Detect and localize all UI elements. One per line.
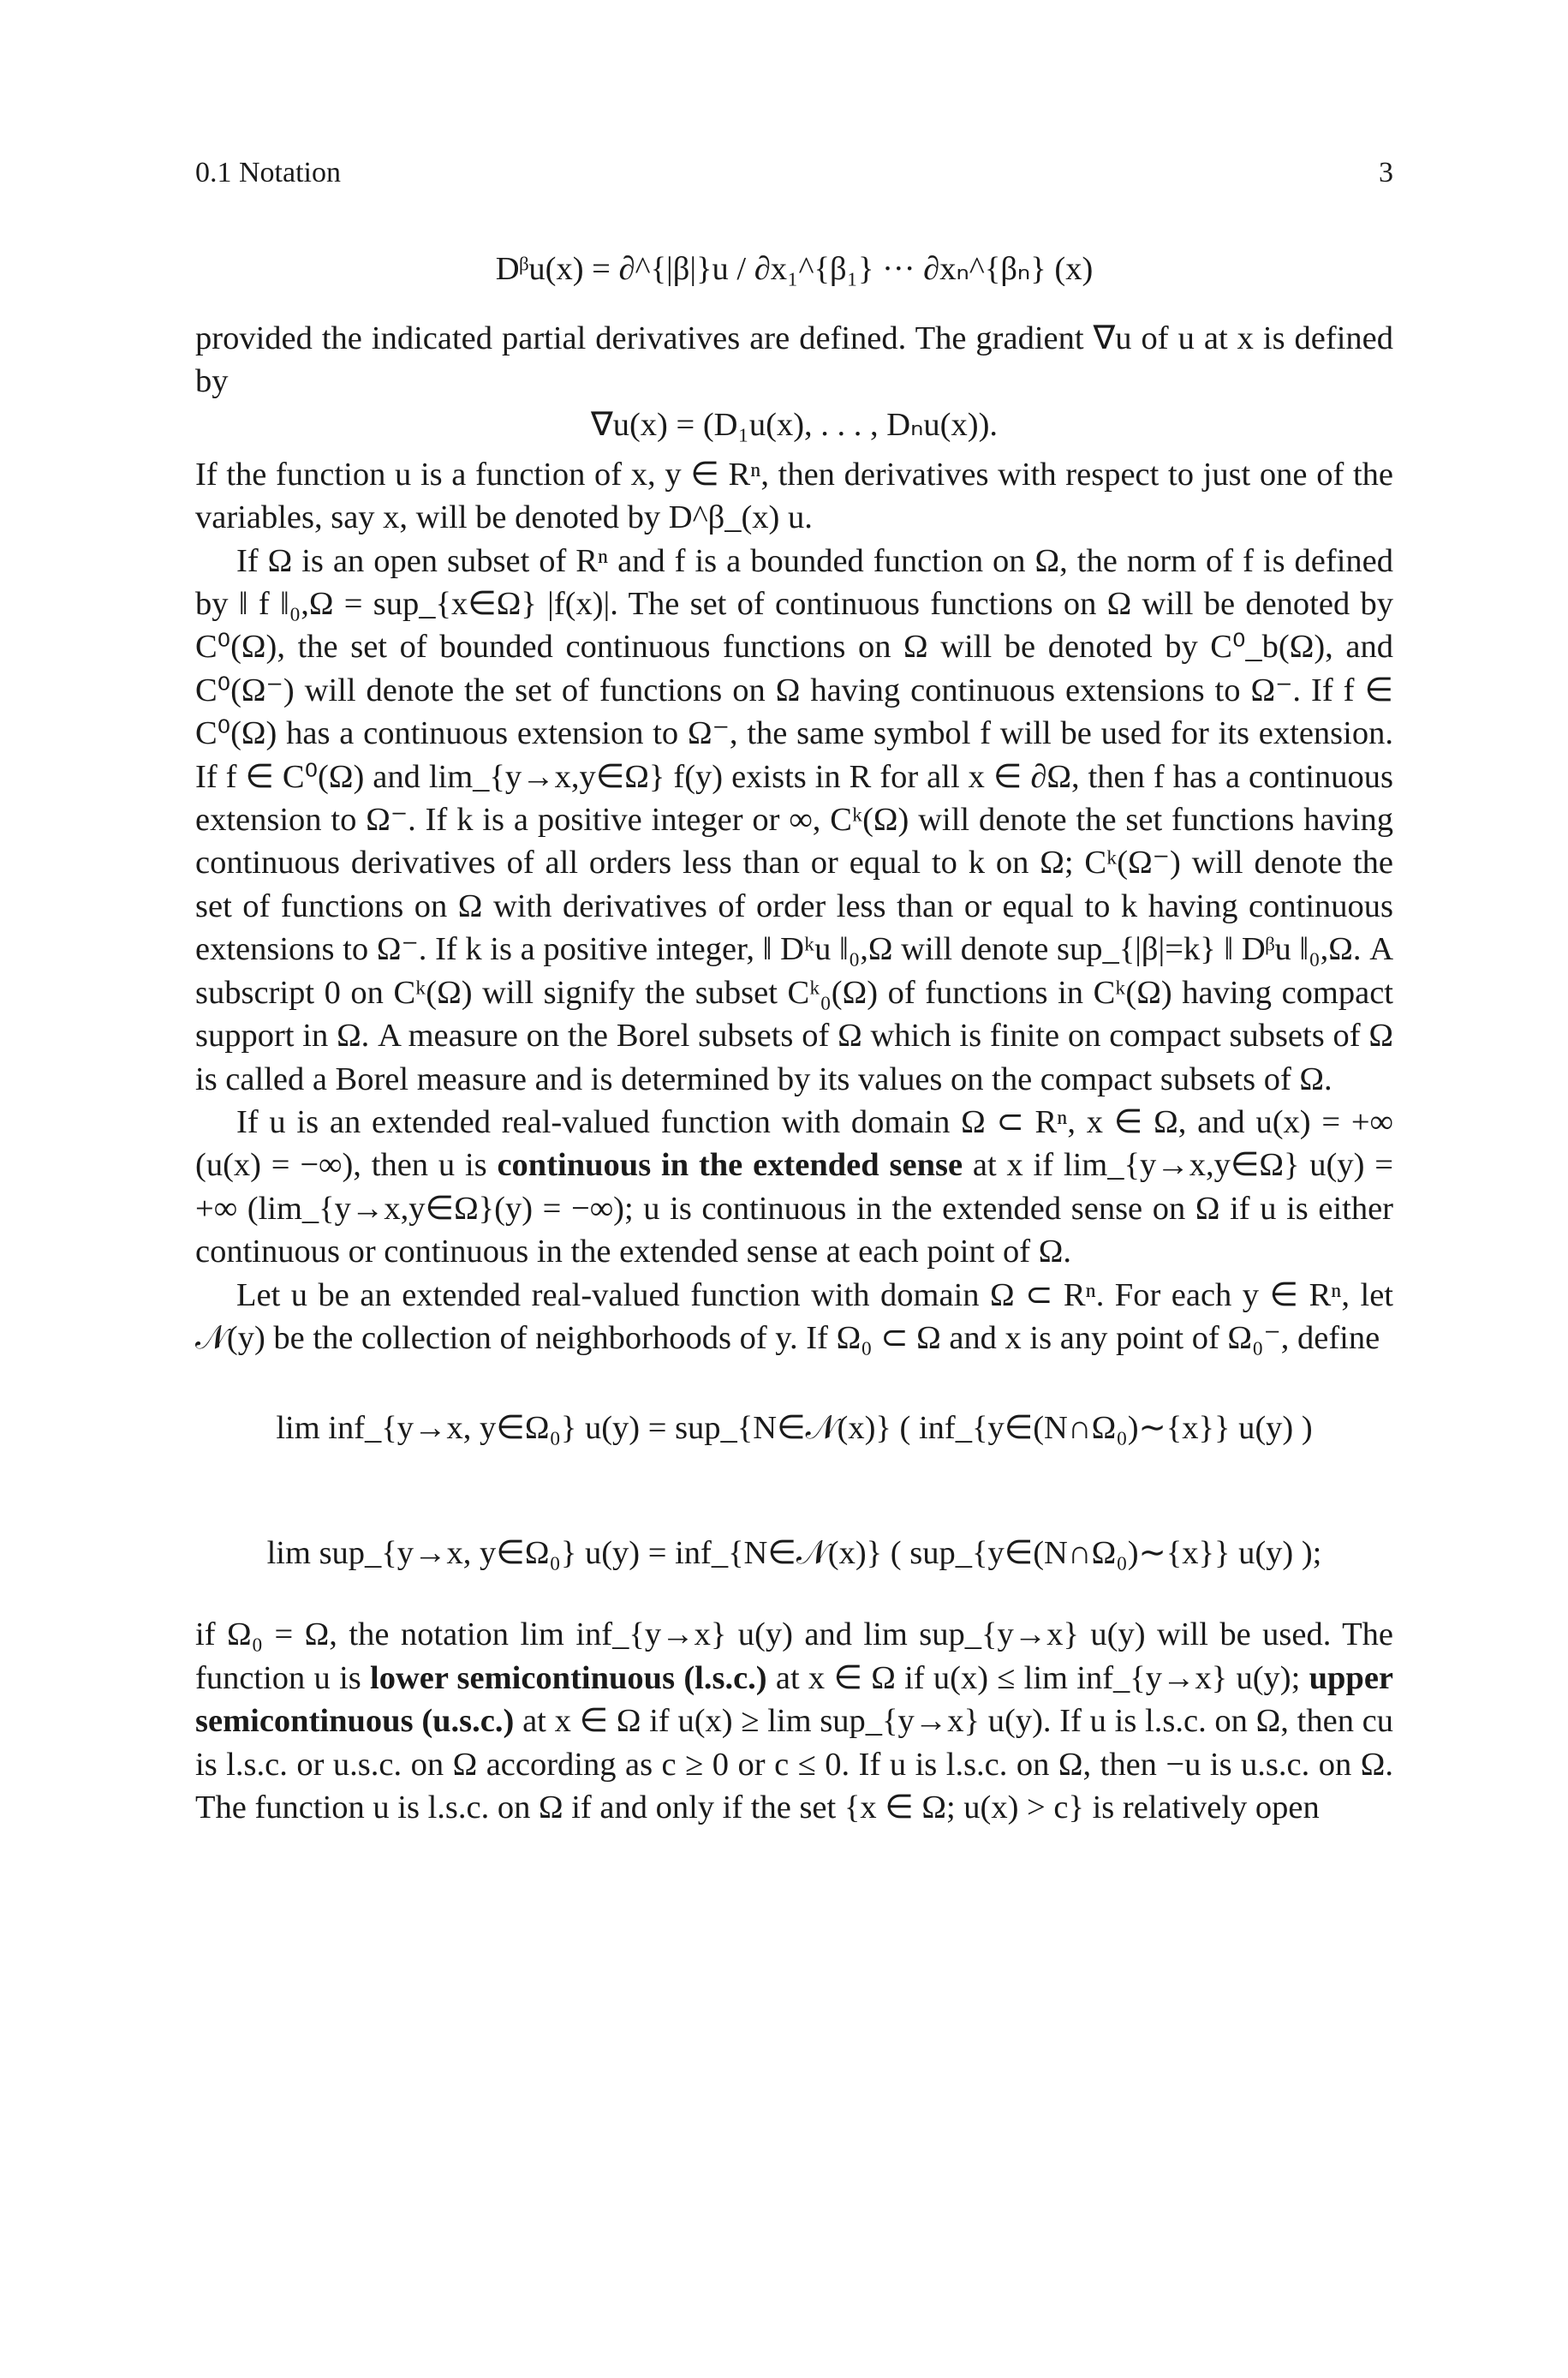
extended-continuity-text-b: at x if lim_{y→x,y∈Ω} u(y) = +∞ (lim_{y→x,y∈Ω}(y) = −∞); u is continuous in the extended sense on Ω if u is either continuous or continuous in the extended sense at each point of Ω. bbox=[195, 1147, 1393, 1270]
term-lsc: lower semicontinuous (l.s.c.) bbox=[370, 1659, 767, 1696]
page-body bbox=[195, 221, 1393, 1829]
equation-liminf: lim inf_{y→x, y∈Ω₀} u(y) = sup_{N∈𝒩(x)} ( inf_{y∈(N∩Ω₀)∼{x}} u(y) ) bbox=[276, 1410, 1313, 1447]
paragraph-neighborhoods: Let u be an extended real-valued function with domain Ω ⊂ Rⁿ. For each y ∈ Rⁿ, let 𝒩(y) be the collection of neighborhoods of y. If Ω₀ ⊂ Ω and x is any point of Ω₀⁻, define bbox=[195, 1276, 1393, 1356]
page-number: 3 bbox=[1379, 157, 1393, 188]
term-usc: upper semicontinuous (u.s.c.) bbox=[195, 1659, 1394, 1740]
extended-continuity-text-a: If u is an extended real-valued function with domain Ω ⊂ Rⁿ, x ∈ Ω, and u(x) = +∞ (u(x) = −∞), then u is bbox=[195, 1103, 1393, 1184]
section-title: 0.1 Notation bbox=[195, 157, 341, 188]
term-continuous-extended: continuous in the extended sense bbox=[497, 1147, 963, 1184]
semicontinuity-text-b: at x ∈ Ω if u(x) ≤ lim inf_{y→x} u(y); bbox=[775, 1659, 1301, 1696]
paragraph-function-spaces: If Ω is an open subset of Rⁿ and f is a bounded function on Ω, the norm of f is defined by ‖ f ‖₀,Ω = sup_{x∈Ω} |f(x)|. The set of continuous functions on Ω will be denoted by C⁰(Ω), the set of bounded continuous functions on Ω will be denoted by C⁰_b(Ω), and C⁰(Ω⁻) will denote the set of functions on Ω having continuous extensions to Ω⁻. If f ∈ C⁰(Ω) has a continuous extension to Ω⁻, the same symbol f will be used for its extension. If f ∈ C⁰(Ω) and lim_{y→x,y∈Ω} f(y) exists in R for all x ∈ ∂Ω, then f has a continuous extension to Ω⁻. If k is a positive integer or ∞, Cᵏ(Ω) will denote the set functions having continuous derivatives of all orders less than or equal to k on Ω; Cᵏ(Ω⁻) will denote the set of functions on Ω with derivatives of order less than or equal to k having continuous extensions to Ω⁻. If k is a positive integer, ‖ Dᵏu ‖₀,Ω will denote sup_{|β|=k} ‖ Dᵝu ‖₀,Ω. A subscript 0 on Cᵏ(Ω) will signify the subset Cᵏ₀(Ω) of functions in Cᵏ(Ω) having compact support in Ω. A measure on the Borel subsets of Ω which is finite on compact subsets of Ω is called a Borel measure and is determined by its values on the compact subsets of Ω. bbox=[195, 542, 1393, 1097]
equation-gradient: ∇u(x) = (D₁u(x), . . . , Dₙu(x)). bbox=[590, 406, 999, 443]
equation-partial-derivative: Dᵝu(x) = ∂^{|β|}u / ∂x₁^{β₁} ··· ∂xₙ^{βₙ} (x) bbox=[495, 251, 1094, 287]
semicontinuity-text-c: at x ∈ Ω if u(x) ≥ lim sup_{y→x} u(y). If u is l.s.c. on Ω, then cu is l.s.c. or u.s.c. on Ω according as c ≥ 0 or c ≤ 0. If u is l.s.c. on Ω, then −u is u.s.c. on Ω. The function u is l.s.c. on Ω if and only if the set {x ∈ Ω; u(x) > c} is relatively open bbox=[195, 1703, 1394, 1825]
paragraph-extended-continuity bbox=[195, 1101, 1393, 1274]
paragraph-gradient-intro: provided the indicated partial derivatives are defined. The gradient ∇u of u at x is defined by bbox=[195, 320, 1393, 400]
paragraph-partial-notation: If the function u is a function of x, y ∈ Rⁿ, then derivatives with respect to just one of the variables, say x, will be denoted by D^β_(x) u. bbox=[195, 456, 1393, 536]
paragraph-semicontinuity bbox=[195, 1613, 1393, 1829]
equation-limsup: lim sup_{y→x, y∈Ω₀} u(y) = inf_{N∈𝒩(x)} ( sup_{y∈(N∩Ω₀)∼{x}} u(y) ); bbox=[266, 1535, 1322, 1572]
semicontinuity-text-a: if Ω₀ = Ω, the notation lim inf_{y→x} u(y) and lim sup_{y→x} u(y) will be used. The function u is bbox=[195, 1616, 1393, 1696]
